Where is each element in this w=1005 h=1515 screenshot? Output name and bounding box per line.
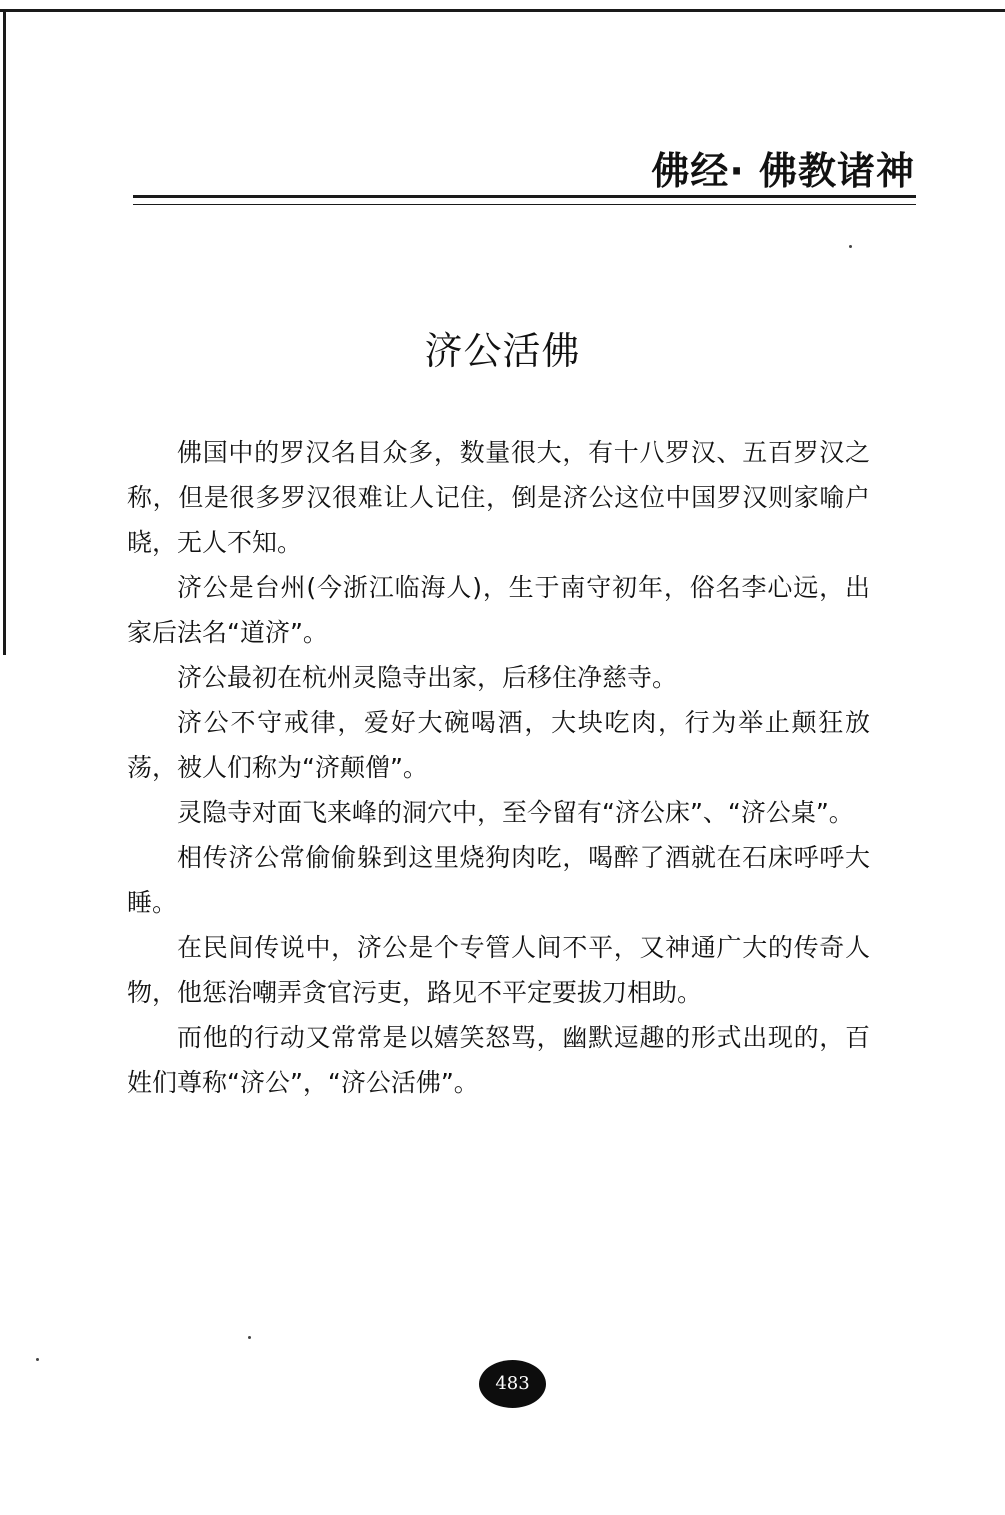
paragraph: 灵隐寺对面飞来峰的洞穴中，至今留有“济公床”、“济公桌”。 — [177, 798, 854, 827]
paragraph: 相传济公常偷偷躲到这里烧狗肉吃，喝醉了酒就在石床呼呼大睡。 — [127, 843, 870, 917]
paragraph: 济公不守戒律，爱好大碗喝酒，大块吃肉，行为举止颠狂放荡，被人们称为“济颠僧”。 — [127, 708, 870, 782]
heading-rule-thin — [133, 204, 916, 205]
article-title: 济公活佛 — [424, 329, 581, 374]
scan-speck — [248, 1336, 251, 1339]
paragraph: 在民间传说中，济公是个专管人间不平，又神通广大的传奇人物，他惩治嘲弄贪官污吏，路见不平定要拔刀相助。 — [127, 933, 870, 1007]
paragraph: 济公最初在杭州灵隐寺出家，后移住净慈寺。 — [177, 663, 678, 692]
scan-speck — [849, 245, 852, 248]
page-number-badge: 483 — [479, 1360, 546, 1408]
scan-speck — [36, 1358, 39, 1361]
paragraph: 济公是台州(今浙江临海人)，生于南守初年，俗名李心远，出家后法名“道济”。 — [127, 573, 870, 647]
heading-rule-thick — [133, 195, 916, 198]
article-body — [127, 430, 870, 1105]
paragraph: 佛国中的罗汉名目众多，数量很大，有十八罗汉、五百罗汉之称，但是很多罗汉很难让人记住，倒是济公这位中国罗汉则家喻户晓，无人不知。 — [127, 438, 870, 557]
paragraph: 而他的行动又常常是以嬉笑怒骂，幽默逗趣的形式出现的，百姓们尊称“济公”，“济公活佛”。 — [127, 1023, 870, 1097]
top-border-line — [0, 9, 1005, 12]
section-heading: 佛经· 佛教诸神 — [651, 149, 915, 193]
